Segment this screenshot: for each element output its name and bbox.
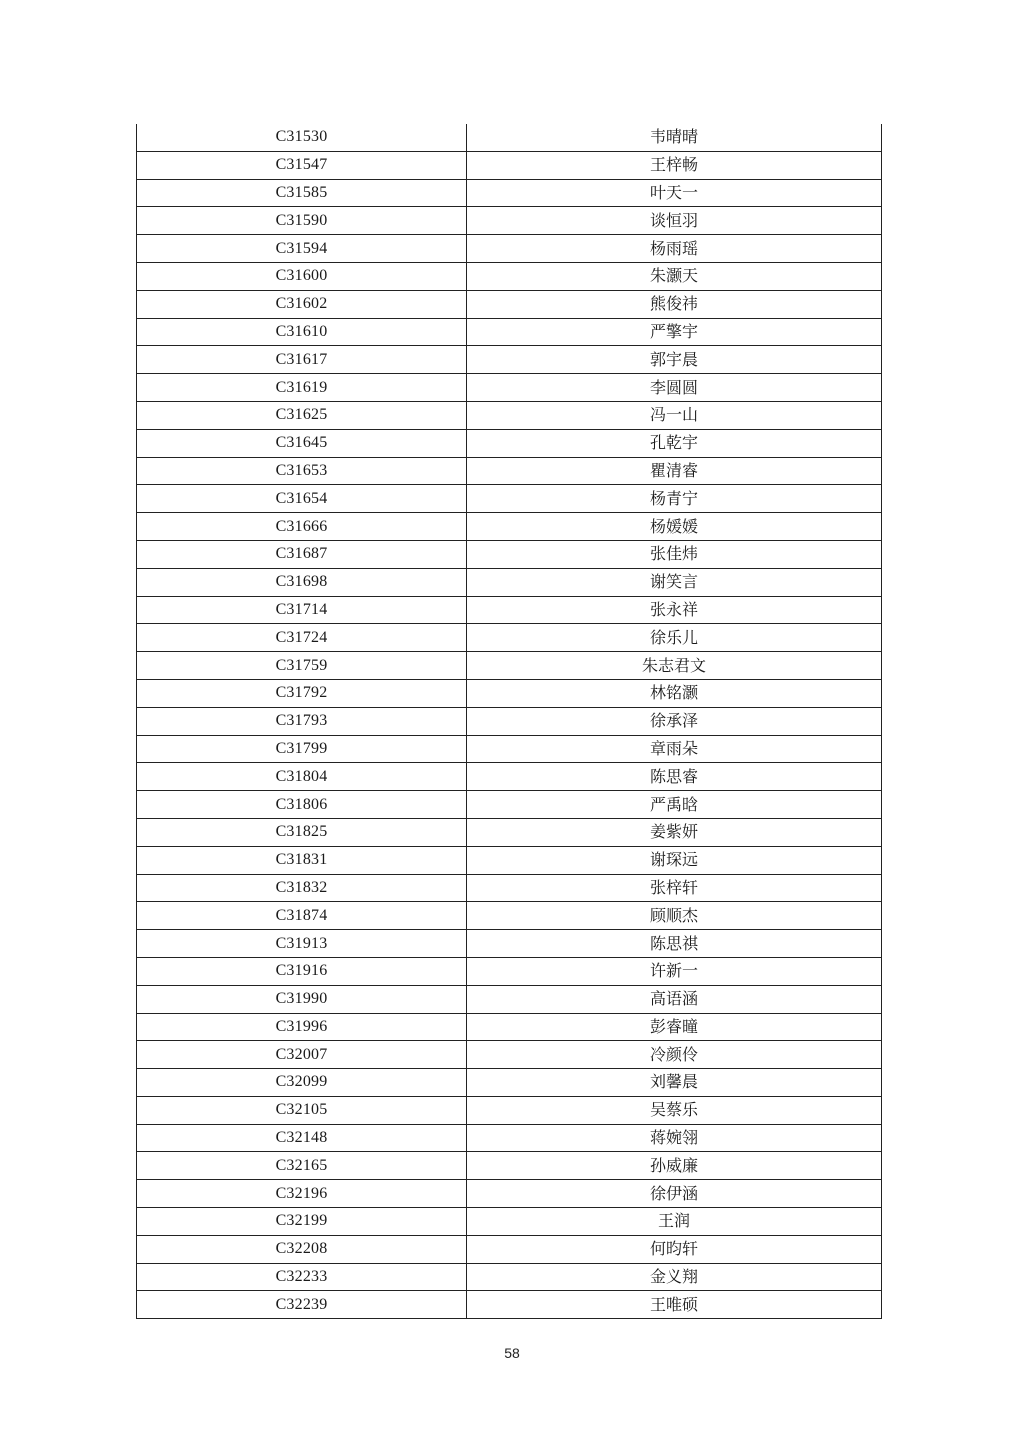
student-name-cell: 顾顺杰 [467,902,882,930]
student-name-cell: 杨雨瑶 [467,235,882,263]
table-row [137,235,882,263]
student-id-cell: C31594 [137,235,467,263]
student-name-cell: 章雨朵 [467,735,882,763]
student-id-cell: C31585 [137,179,467,207]
student-id-cell: C32007 [137,1041,467,1069]
table-row [137,1208,882,1236]
student-id-cell: C31610 [137,318,467,346]
table-row [137,1263,882,1291]
table-row [137,1041,882,1069]
table-row [137,985,882,1013]
student-name-cell: 严擎宇 [467,318,882,346]
table-row [137,763,882,791]
student-id-cell: C32199 [137,1208,467,1236]
student-name-cell: 徐伊涵 [467,1180,882,1208]
student-id-cell: C31687 [137,540,467,568]
table-row [137,707,882,735]
student-id-cell: C31832 [137,874,467,902]
student-name-cell: 叶天一 [467,179,882,207]
student-id-cell: C31590 [137,207,467,235]
table-row [137,207,882,235]
student-id-cell: C31806 [137,791,467,819]
table-row [137,930,882,958]
table-row [137,151,882,179]
student-id-cell: C31698 [137,568,467,596]
student-id-cell: C31625 [137,401,467,429]
table-row [137,1235,882,1263]
student-name-cell: 张梓轩 [467,874,882,902]
table-row [137,1096,882,1124]
student-id-cell: C31990 [137,985,467,1013]
student-id-cell: C31666 [137,513,467,541]
student-id-cell: C32148 [137,1124,467,1152]
student-id-cell: C31600 [137,262,467,290]
table-row [137,179,882,207]
table-row [137,596,882,624]
table-row [137,902,882,930]
table-row [137,652,882,680]
student-id-cell: C31874 [137,902,467,930]
student-name-cell: 彭睿曈 [467,1013,882,1041]
student-name-cell: 严禹晗 [467,791,882,819]
table-row [137,1180,882,1208]
student-id-cell: C31916 [137,957,467,985]
student-id-cell: C31645 [137,429,467,457]
student-id-cell: C31804 [137,763,467,791]
table-row [137,485,882,513]
student-name-cell: 吴蔡乐 [467,1096,882,1124]
student-id-cell: C31831 [137,846,467,874]
student-name-cell: 冷颜伶 [467,1041,882,1069]
student-id-cell: C32196 [137,1180,467,1208]
student-name-cell: 张永祥 [467,596,882,624]
student-id-cell: C31653 [137,457,467,485]
table-row [137,818,882,846]
student-name-cell: 徐承泽 [467,707,882,735]
student-name-cell: 张佳炜 [467,540,882,568]
student-name-cell: 熊俊祎 [467,290,882,318]
table-row [137,429,882,457]
student-id-cell: C31547 [137,151,467,179]
student-id-cell: C32099 [137,1069,467,1097]
student-name-cell: 冯一山 [467,401,882,429]
table-row [137,401,882,429]
student-name-cell: 蒋婉翎 [467,1124,882,1152]
table-row [137,846,882,874]
student-id-cell: C31714 [137,596,467,624]
table-row [137,1124,882,1152]
student-name-cell: 姜紫妍 [467,818,882,846]
table-row [137,262,882,290]
student-id-cell: C32239 [137,1291,467,1319]
student-name-cell: 孙威廉 [467,1152,882,1180]
student-id-cell: C32208 [137,1235,467,1263]
table-row [137,124,882,151]
student-id-cell: C31530 [137,124,467,151]
student-name-cell: 谢笑言 [467,568,882,596]
student-name-cell: 孔乾宇 [467,429,882,457]
table-row [137,957,882,985]
roster-table-container [136,124,881,1319]
student-id-cell: C32105 [137,1096,467,1124]
student-id-cell: C31617 [137,346,467,374]
student-name-cell: 徐乐儿 [467,624,882,652]
student-name-cell: 高语涵 [467,985,882,1013]
table-row [137,346,882,374]
student-id-cell: C31619 [137,374,467,402]
student-id-cell: C31793 [137,707,467,735]
student-name-cell: 金义翔 [467,1263,882,1291]
table-row [137,735,882,763]
roster-table-body [137,124,882,1319]
student-name-cell: 郭宇晨 [467,346,882,374]
student-name-cell: 刘馨晨 [467,1069,882,1097]
student-name-cell: 陈思祺 [467,930,882,958]
student-name-cell: 陈思睿 [467,763,882,791]
student-name-cell: 李圆圆 [467,374,882,402]
table-row [137,679,882,707]
student-id-cell: C31759 [137,652,467,680]
table-row [137,540,882,568]
table-row [137,874,882,902]
student-id-cell: C32165 [137,1152,467,1180]
student-name-cell: 许新一 [467,957,882,985]
table-row [137,624,882,652]
page-number: 58 [504,1345,520,1361]
student-name-cell: 韦晴晴 [467,124,882,151]
student-id-cell: C31913 [137,930,467,958]
table-row [137,1013,882,1041]
student-name-cell: 杨青宁 [467,485,882,513]
table-row [137,1152,882,1180]
student-id-cell: C31792 [137,679,467,707]
student-id-cell: C31996 [137,1013,467,1041]
student-name-cell: 林铭灏 [467,679,882,707]
student-name-cell: 朱灏天 [467,262,882,290]
table-row [137,374,882,402]
table-row [137,1291,882,1319]
table-row [137,318,882,346]
roster-table [136,124,882,1319]
table-row [137,457,882,485]
student-name-cell: 谢琛远 [467,846,882,874]
student-name-cell: 何昀轩 [467,1235,882,1263]
student-id-cell: C31602 [137,290,467,318]
table-row [137,290,882,318]
student-id-cell: C31825 [137,818,467,846]
student-name-cell: 王梓畅 [467,151,882,179]
student-name-cell: 朱志君文 [467,652,882,680]
table-row [137,1069,882,1097]
student-name-cell: 谈恒羽 [467,207,882,235]
student-id-cell: C31724 [137,624,467,652]
table-row [137,568,882,596]
student-name-cell: 王唯硕 [467,1291,882,1319]
student-id-cell: C31799 [137,735,467,763]
student-name-cell: 瞿清睿 [467,457,882,485]
student-id-cell: C32233 [137,1263,467,1291]
student-name-cell: 杨媛媛 [467,513,882,541]
table-row [137,791,882,819]
student-id-cell: C31654 [137,485,467,513]
student-name-cell: 王润 [467,1208,882,1236]
table-row [137,513,882,541]
